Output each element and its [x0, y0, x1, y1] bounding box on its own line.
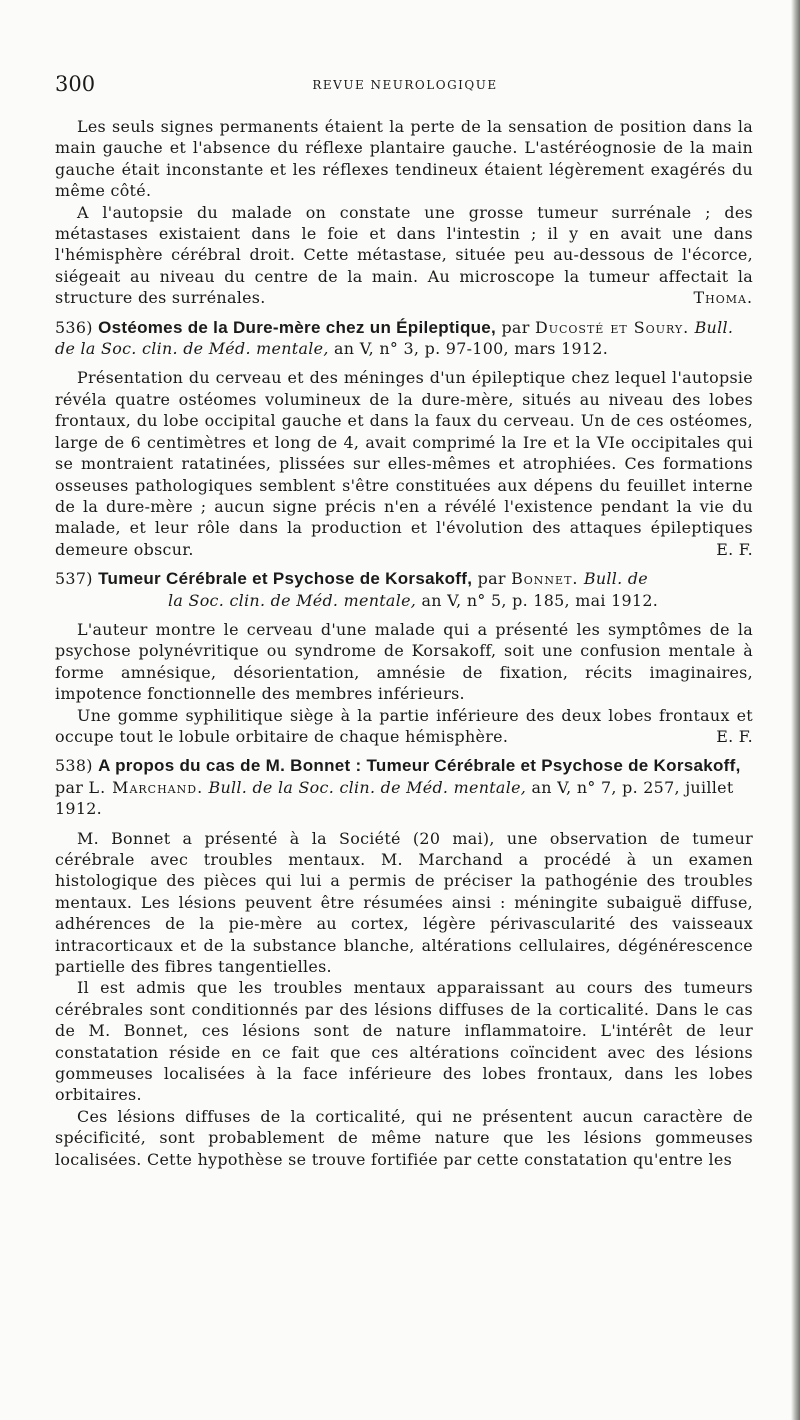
entry-538-citation: Bull. de la Soc. clin. de Méd. mentale,	[208, 777, 527, 797]
entry-538	[55, 755, 753, 1170]
entry-538-number: 538)	[55, 756, 93, 776]
page-number: 300	[55, 72, 96, 96]
running-head: REVUE NEUROLOGIQUE	[312, 78, 498, 92]
entry-537	[55, 568, 753, 747]
entry-537-number: 537)	[55, 569, 93, 589]
entry-538-details: an V, n° 7, p. 257, juillet 1912.	[55, 777, 734, 819]
entry-536-authors: Ducosté et Soury.	[534, 317, 690, 337]
entry-537-authors: Bonnet.	[511, 569, 579, 589]
entry-537-paragraph-1: L'auteur montre le cerveau d'une malade qui a présenté les symptômes de la psychose polynévritique ou syndrome de Korsakoff, soit une confusion mentale à forme amnésique, désorientation, amnésie de fixation, récits imaginaires, impotence fonctionnelle des membres inférieurs.	[55, 619, 753, 704]
intro-paragraph-2	[55, 202, 753, 309]
entry-537-details: an V, n° 5, p. 185, mai 1912.	[421, 590, 659, 610]
entry-536-title: Ostéomes de la Dure-mère chez un Épileptique,	[98, 317, 497, 337]
entry-538-title: A propos du cas de M. Bonnet : Tumeur Cérébrale et Psychose de Korsakoff,	[98, 756, 741, 776]
entry-537-heading	[55, 568, 753, 611]
entry-538-heading	[55, 755, 753, 819]
entry-538-paragraph-1: M. Bonnet a présenté à la Société (20 mai), une observation de tumeur cérébrale avec troubles mentaux. M. Marchand a procédé à un examen histologique des pièces qui lui a permis de préciser la pathogénie des troubles mentaux. Les lésions peuvent être résumées ainsi : méningite subaiguë diffuse, adhérences de la pie-mère au cortex, légère périvascularité des vaisseaux intracorticaux et de la substance blanche, altérations cellulaires, dégénérescence partielle des fibres tangentielles.	[55, 828, 753, 977]
entry-538-authors: L. Marchand.	[88, 777, 204, 797]
intro-paragraph-1: Les seuls signes permanents étaient la perte de la sensation de position dans la main gauche et l'absence du réflexe plantaire gauche. L'astéréognosie de la main gauche était inconstante et les réflexes tendineux étaient légèrement exagérés du même côté.	[55, 117, 753, 201]
entry-536-signature: E. F.	[716, 539, 753, 559]
entry-536-paragraph-1	[55, 367, 753, 560]
entry-538-paragraph-3: Ces lésions diffuses de la corticalité, qui ne présentent aucun caractère de spécificité, sont probablement de même nature que les lésions gommeuses localisées. Cette hypothèse se trouve fortifiée par cette constatation qu'entre les	[55, 1106, 753, 1169]
entry-537-paragraph-2	[55, 705, 753, 748]
intro-paragraph-2-text: A l'autopsie du malade on constate une grosse tumeur surrénale ; des métastases existaient dans le foie et dans l'intestin ; il y en avait une dans l'hémisphère cérébral droit. Cette métastase, située peu au-dessous de l'écorce, siégeait au niveau du centre de la main. Au microscope la tumeur affectait la structure des surrénales.	[55, 202, 753, 308]
entry-536-details: an V, n° 3, p. 97-100, mars 1912.	[334, 339, 609, 359]
entry-538-by: par	[55, 777, 84, 797]
entry-537-paragraph-2-text: Une gomme syphilitique siège à la partie inférieure des deux lobes frontaux et occupe tout le lobule orbitaire de chaque hémisphère.	[55, 705, 753, 746]
entry-536-by: par	[501, 317, 530, 337]
entry-536-paragraph-1-text: Présentation du cerveau et des méninges d'un épileptique chez lequel l'autopsie révéla quatre ostéomes volumineux de la dure-mère, situés au niveau des lobes frontaux, du lobe occipital gauche et dans la faux du cerveau. Un de ces ostéomes, large de 6 centimètres et long de 4, avait comprimé la Ire et la VIe occipitales qui se montraient ratatinées, plissées sur elles-mêmes et atrophiées. Ces formations osseuses pathologiques semblent s'être constituées aux dépens du feuillet interne de la dure-mère ; aucun signe précis n'en a révélé l'existence pendant la vie du malade, et leur rôle dans la production et l'évolution des attaques épileptiques demeure obscur.	[55, 368, 753, 559]
entry-537-citation-a: Bull. de	[583, 569, 648, 589]
intro-signature: Thoma.	[693, 288, 753, 308]
entry-536-citation: Bull. de la Soc. clin. de Méd. mentale,	[55, 317, 734, 359]
entry-538-paragraph-2: Il est admis que les troubles mentaux apparaissant au cours des tumeurs cérébrales sont conditionnés par des lésions diffuses de la corticalité. Dans le cas de M. Bonnet, ces lésions sont de nature inflammatoire. L'intérêt de leur constatation réside en ce fait que ces altérations coïncident avec des lésions gommeuses localisées à la face inférieure des lobes frontaux, dans les lobes orbitaires.	[55, 978, 753, 1105]
entry-537-citation-b: la Soc. clin. de Méd. mentale,	[168, 590, 417, 610]
page-header	[55, 72, 755, 102]
entry-536	[55, 317, 753, 560]
page-scan-edge	[791, 0, 800, 1420]
entry-537-heading-line-2	[55, 590, 753, 611]
entry-537-title: Tumeur Cérébrale et Psychose de Korsakoff,	[98, 569, 473, 589]
entry-537-signature: E. F.	[716, 726, 753, 746]
entry-536-heading	[55, 317, 753, 360]
article-column	[55, 116, 753, 1170]
entry-536-number: 536)	[55, 317, 93, 337]
entry-537-by: par	[477, 569, 506, 589]
